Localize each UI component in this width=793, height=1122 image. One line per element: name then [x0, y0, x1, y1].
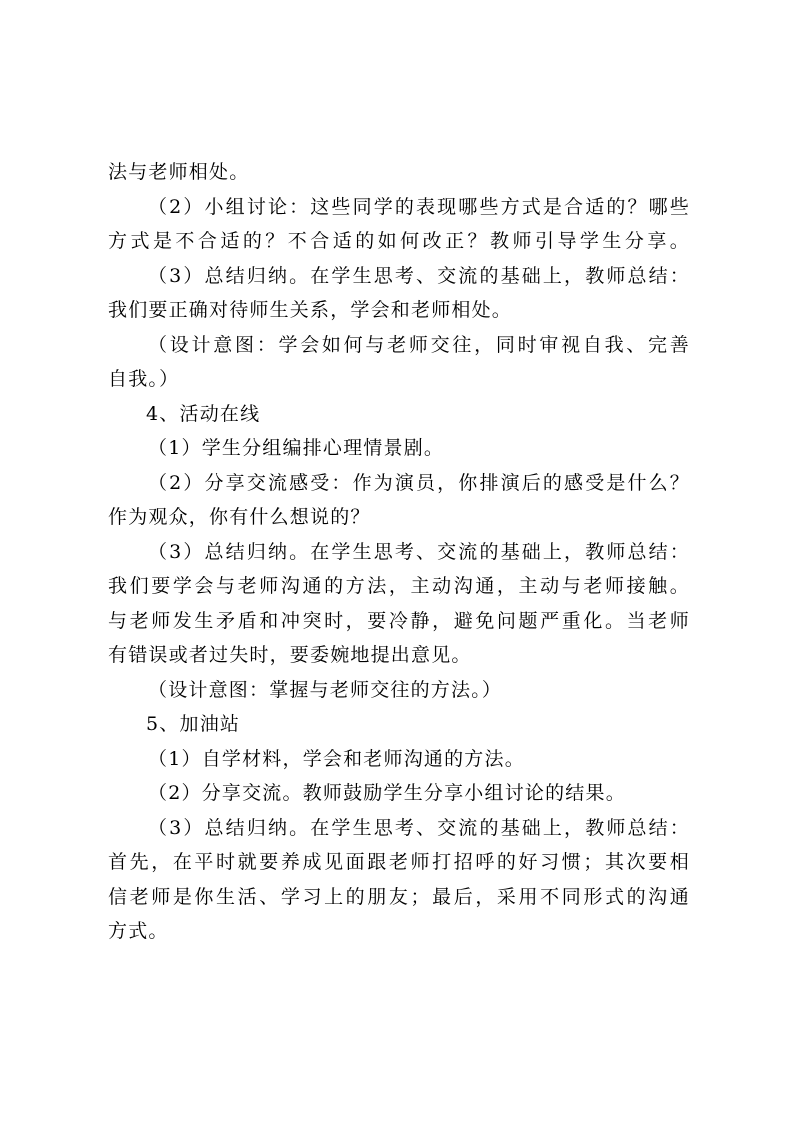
text-line: 我们要学会与老师沟通的方法，主动沟通，主动与老师接触。: [108, 575, 690, 597]
text-line: 法与老师相处。: [108, 161, 250, 183]
text-line: （2）分享交流感受：作为演员，你排演后的感受是什么？: [148, 471, 690, 494]
text-line: （1）自学材料，学会和老师沟通的方法。: [148, 747, 525, 770]
text-line: 方式。: [108, 920, 169, 942]
text-line: 自我。）: [108, 368, 180, 390]
text-line: 有错误或者过失时，要委婉地提出意见。: [108, 644, 472, 666]
text-line: 方式是不合适的？不合适的如何改正？教师引导学生分享。: [108, 230, 690, 252]
text-line: （3）总结归纳。在学生思考、交流的基础上，教师总结：: [148, 264, 690, 287]
text-line: 信老师是你生活、学习上的朋友；最后，采用不同形式的沟通: [108, 885, 690, 908]
text-line: （设计意图：学会如何与老师交往，同时审视自我、完善: [148, 333, 690, 356]
text-line: （3）总结归纳。在学生思考、交流的基础上，教师总结：: [148, 540, 690, 563]
text-line: 首先，在平时就要养成见面跟老师打招呼的好习惯；其次要相: [108, 851, 690, 873]
text-line: 作为观众，你有什么想说的？: [108, 506, 371, 528]
text-line: （2）小组讨论：这些同学的表现哪些方式是合适的？哪些: [148, 195, 690, 218]
text-line: （1）学生分组编排心理情景剧。: [148, 437, 445, 459]
text-line: 我们要正确对待师生关系，学会和老师相处。: [108, 299, 513, 321]
document-page: [108, 155, 690, 949]
text-line: 与老师发生矛盾和冲突时，要冷静，避免问题严重化。当老师: [108, 609, 690, 632]
text-line: （3）总结归纳。在学生思考、交流的基础上，教师总结：: [148, 816, 690, 839]
text-line: （2）分享交流。教师鼓励学生分享小组讨论的结果。: [148, 782, 626, 804]
text-line: （设计意图：掌握与老师交往的方法。）: [148, 678, 503, 701]
section-heading: 5、加油站: [146, 713, 241, 735]
section-heading: 4、活动在线: [146, 402, 261, 425]
